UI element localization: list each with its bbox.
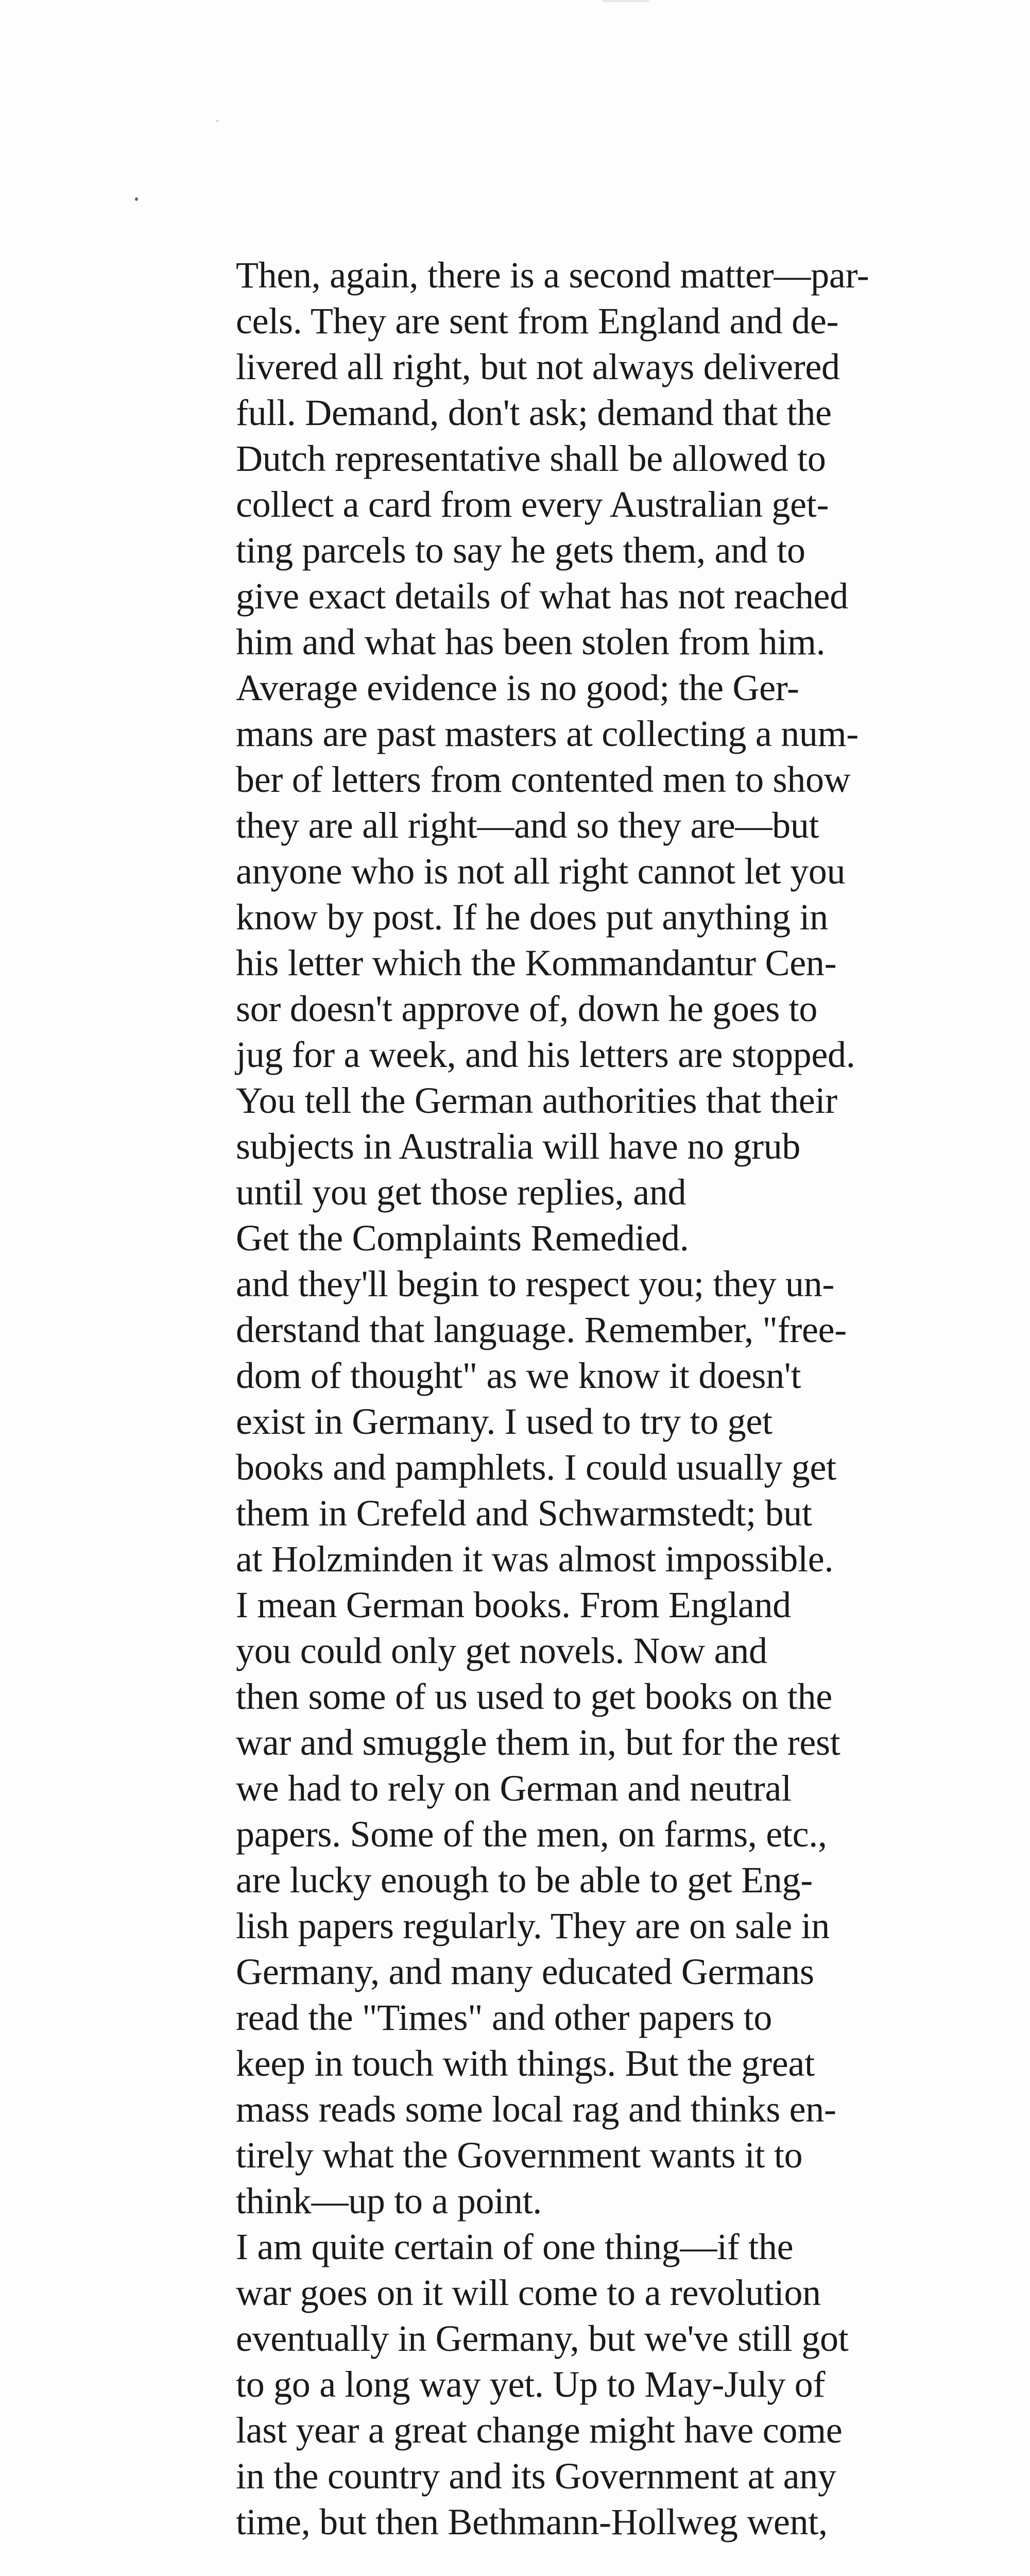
text-line: livered all right, but not always delivered: [236, 346, 840, 387]
text-line: derstand that language. Remember, "free-: [236, 1309, 847, 1350]
text-line: they are all right—and so they are—but: [236, 805, 819, 846]
text-line: sor doesn't approve of, down he goes to: [236, 988, 818, 1029]
text-line: at Holzminden it was almost impossible.: [236, 1538, 834, 1580]
text-line: time, but then Bethmann-Hollweg went,: [236, 2501, 828, 2543]
text-line: know by post. If he does put anything in: [236, 896, 828, 938]
text-line: in the country and its Government at any: [236, 2455, 836, 2497]
text-line: them in Crefeld and Schwarmstedt; but: [236, 1493, 812, 1534]
scan-edge-mark: [603, 0, 649, 2]
text-line: You tell the German authorities that their: [236, 1080, 837, 1121]
text-line: read the "Times" and other papers to: [236, 1997, 772, 2038]
text-line: we had to rely on German and neutral: [236, 1768, 792, 1809]
text-line: Get the Complaints Remedied.: [236, 1217, 689, 1259]
text-line: think—up to a point.: [236, 2180, 542, 2222]
text-line: lish papers regularly. They are on sale in: [236, 1905, 830, 1946]
scan-speck: [135, 197, 138, 201]
text-line: give exact details of what has not reached: [236, 575, 848, 617]
text-line: Germany, and many educated Germans: [236, 1951, 814, 1992]
text-line: war goes on it will come to a revolution: [236, 2272, 821, 2313]
text-line: cels. They are sent from England and de-: [236, 300, 839, 342]
body-text: [236, 252, 947, 2545]
text-line: dom of thought" as we know it doesn't: [236, 1355, 801, 1396]
text-line: subjects in Australia will have no grub: [236, 1126, 801, 1167]
text-line: keep in touch with things. But the great: [236, 2043, 815, 2084]
text-line: full. Demand, don't ask; demand that the: [236, 392, 832, 433]
text-line: ber of letters from contented men to show: [236, 759, 851, 800]
text-line: ting parcels to say he gets them, and to: [236, 530, 805, 571]
text-line: are lucky enough to be able to get Eng-: [236, 1859, 813, 1901]
text-line: his letter which the Kommandantur Cen-: [236, 942, 837, 984]
text-line: him and what has been stolen from him.: [236, 621, 826, 663]
text-line: I am quite certain of one thing—if the: [236, 2226, 794, 2267]
text-line: jug for a week, and his letters are stopped.: [236, 1034, 855, 1075]
text-line: and they'll begin to respect you; they un-: [236, 1263, 835, 1304]
text-line: last year a great change might have come: [236, 2410, 843, 2451]
text-line: until you get those replies, and: [236, 1172, 686, 1213]
text-line: tirely what the Government wants it to: [236, 2134, 803, 2176]
text-line: papers. Some of the men, on farms, etc.,: [236, 1814, 827, 1855]
text-line: war and smuggle them in, but for the rest: [236, 1722, 840, 1763]
text-line: anyone who is not all right cannot let you: [236, 851, 846, 892]
text-line: books and pamphlets. I could usually get: [236, 1447, 836, 1488]
text-line: eventually in Germany, but we've still got: [236, 2318, 849, 2359]
text-line: Average evidence is no good; the Ger-: [236, 667, 799, 708]
text-line: then some of us used to get books on the: [236, 1676, 832, 1717]
text-line: I mean German books. From England: [236, 1584, 791, 1625]
text-line: mans are past masters at collecting a num-: [236, 713, 859, 754]
text-line: to go a long way yet. Up to May-July of: [236, 2364, 826, 2405]
text-line: collect a card from every Australian get-: [236, 484, 829, 525]
text-line: Dutch representative shall be allowed to: [236, 438, 826, 479]
text-line: mass reads some local rag and thinks en-: [236, 2089, 836, 2130]
text-line: Then, again, there is a second matter—par-: [236, 255, 869, 296]
text-line: you could only get novels. Now and: [236, 1630, 767, 1671]
text-line: exist in Germany. I used to try to get: [236, 1401, 772, 1442]
scan-speck: [216, 120, 218, 122]
